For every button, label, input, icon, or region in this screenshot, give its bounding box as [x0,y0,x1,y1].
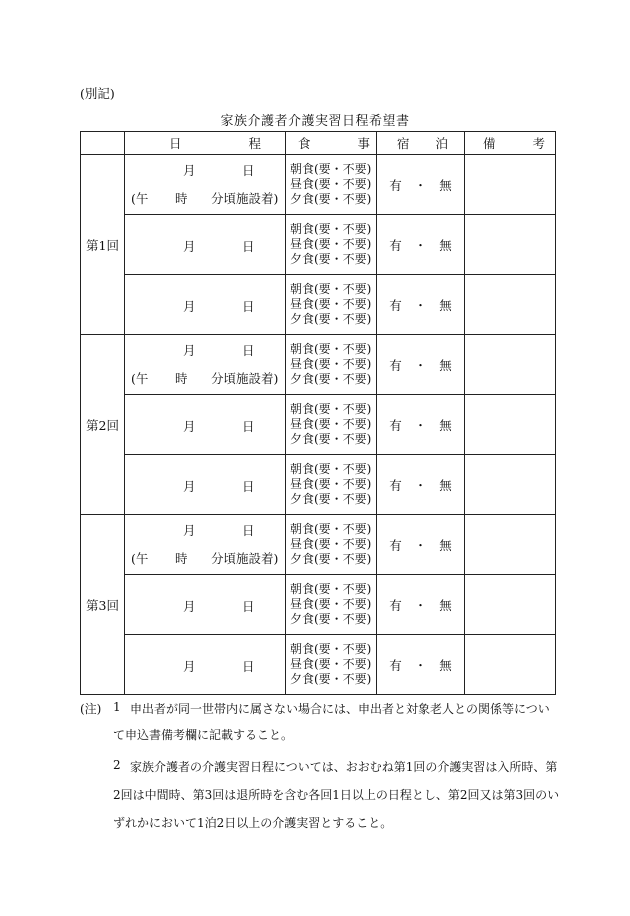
month-day-line [125,297,285,314]
day-label: 日 [242,599,255,614]
date-cell[interactable] [125,575,286,635]
month-label: 月 [183,239,196,254]
date-cell[interactable] [125,395,286,455]
schedule-row [81,575,556,635]
meal-cell[interactable] [286,515,377,575]
remarks-cell[interactable] [465,635,556,695]
month-day-line [125,657,285,674]
schedule-row [81,635,556,695]
breakfast-option: 朝食(要・不要) [290,582,372,596]
lunch-option: 昼食(要・不要) [290,657,372,671]
stay-choice[interactable]: 有 ・ 無 [377,335,465,395]
stay-choice[interactable]: 有 ・ 無 [377,515,465,575]
dinner-option: 夕食(要・不要) [290,672,372,686]
date-cell[interactable] [125,335,286,395]
month-day-line [125,521,285,538]
meal-cell[interactable] [286,335,377,395]
arrival-minute-label: 分頃施設着) [211,371,279,386]
header-round [81,132,125,155]
month-day-line [125,161,285,178]
schedule-row [81,215,556,275]
date-cell[interactable] [125,275,286,335]
schedule-row [81,275,556,335]
note-2-line-1: 家族介護者の介護実習日程については、おおむね第1回の介護実習は入所時、第 [130,760,558,774]
dinner-option: 夕食(要・不要) [290,432,372,446]
stay-choice[interactable]: 有 ・ 無 [377,575,465,635]
meal-cell[interactable] [286,215,377,275]
remarks-cell[interactable] [465,575,556,635]
dinner-option: 夕食(要・不要) [290,252,372,266]
schedule-row [81,515,556,575]
month-label: 月 [183,659,196,674]
lunch-option: 昼食(要・不要) [290,177,372,191]
arrival-time-line [125,549,285,566]
lunch-option: 昼食(要・不要) [290,357,372,371]
breakfast-option: 朝食(要・不要) [290,342,372,356]
note-1-line-2: て申込書備考欄に記載すること。 [113,728,294,742]
dinner-option: 夕食(要・不要) [290,492,372,506]
header-stay: 宿 泊 [377,132,465,155]
remarks-cell[interactable] [465,215,556,275]
note-2-line-3: ずれかにおいて1泊2日以上の介護実習とすること。 [113,816,393,830]
breakfast-option: 朝食(要・不要) [290,162,372,176]
breakfast-option: 朝食(要・不要) [290,282,372,296]
month-day-line [125,597,285,614]
lunch-option: 昼食(要・不要) [290,537,372,551]
stay-choice[interactable]: 有 ・ 無 [377,155,465,215]
lunch-option: 昼食(要・不要) [290,297,372,311]
month-label: 月 [183,419,196,434]
breakfast-option: 朝食(要・不要) [290,642,372,656]
lunch-option: 昼食(要・不要) [290,477,372,491]
note-2-line-2: 2回は中間時、第3回は退所時を含む各回1日以上の日程とし、第2回又は第3回のい [113,788,560,802]
lunch-option: 昼食(要・不要) [290,597,372,611]
lunch-option: 昼食(要・不要) [290,417,372,431]
month-label: 月 [183,299,196,314]
stay-choice[interactable]: 有 ・ 無 [377,215,465,275]
day-label: 日 [242,419,255,434]
month-day-line [125,417,285,434]
remarks-cell[interactable] [465,155,556,215]
annex-label: (別記) [80,86,115,101]
round-label: 第2回 [81,335,125,515]
day-label: 日 [242,343,255,358]
stay-choice[interactable]: 有 ・ 無 [377,275,465,335]
schedule-row [81,335,556,395]
header-date: 日 程 [125,132,286,155]
header-note: 備 考 [465,132,556,155]
remarks-cell[interactable] [465,395,556,455]
arrival-open-paren: (午 [131,551,149,566]
dinner-option: 夕食(要・不要) [290,312,372,326]
note-1-line-1: 申出者が同一世帯内に属さない場合には、申出者と対象老人との関係等につい [130,702,550,716]
schedule-row [81,155,556,215]
month-label: 月 [183,163,196,178]
arrival-hour-label: 時 [175,191,188,206]
header-row [81,132,556,155]
arrival-time-line [125,189,285,206]
stay-choice[interactable]: 有 ・ 無 [377,455,465,515]
round-label: 第1回 [81,155,125,335]
arrival-open-paren: (午 [131,191,149,206]
arrival-hour-label: 時 [175,551,188,566]
dinner-option: 夕食(要・不要) [290,372,372,386]
day-label: 日 [242,299,255,314]
meal-cell[interactable] [286,455,377,515]
day-label: 日 [242,479,255,494]
date-cell[interactable] [125,635,286,695]
date-cell[interactable] [125,215,286,275]
remarks-cell[interactable] [465,455,556,515]
arrival-minute-label: 分頃施設着) [211,191,279,206]
month-label: 月 [183,599,196,614]
notes-prefix: (注) [80,702,102,716]
month-day-line [125,341,285,358]
round-label: 第3回 [81,515,125,695]
meal-cell[interactable] [286,575,377,635]
arrival-minute-label: 分頃施設着) [211,551,279,566]
date-cell[interactable] [125,155,286,215]
header-meal: 食 事 [286,132,377,155]
schedule-row [81,395,556,455]
month-label: 月 [183,479,196,494]
meal-cell[interactable] [286,155,377,215]
meal-cell[interactable] [286,275,377,335]
month-day-line [125,237,285,254]
schedule-row [81,455,556,515]
note-1-number: 1 [113,700,121,714]
stay-choice[interactable]: 有 ・ 無 [377,395,465,455]
stay-choice[interactable]: 有 ・ 無 [377,635,465,695]
dinner-option: 夕食(要・不要) [290,612,372,626]
remarks-cell[interactable] [465,275,556,335]
note-2-number: 2 [113,758,121,772]
month-label: 月 [183,523,196,538]
document-title: 家族介護者介護実習日程希望書 [220,114,410,129]
day-label: 日 [242,659,255,674]
date-cell[interactable] [125,455,286,515]
date-cell[interactable] [125,515,286,575]
arrival-time-line [125,369,285,386]
lunch-option: 昼食(要・不要) [290,237,372,251]
day-label: 日 [242,523,255,538]
meal-cell[interactable] [286,635,377,695]
meal-cell[interactable] [286,395,377,455]
breakfast-option: 朝食(要・不要) [290,522,372,536]
arrival-hour-label: 時 [175,371,188,386]
dinner-option: 夕食(要・不要) [290,552,372,566]
breakfast-option: 朝食(要・不要) [290,462,372,476]
remarks-cell[interactable] [465,335,556,395]
dinner-option: 夕食(要・不要) [290,192,372,206]
day-label: 日 [242,239,255,254]
arrival-open-paren: (午 [131,371,149,386]
breakfast-option: 朝食(要・不要) [290,222,372,236]
day-label: 日 [242,163,255,178]
month-day-line [125,477,285,494]
remarks-cell[interactable] [465,515,556,575]
schedule-table [80,131,556,695]
month-label: 月 [183,343,196,358]
breakfast-option: 朝食(要・不要) [290,402,372,416]
